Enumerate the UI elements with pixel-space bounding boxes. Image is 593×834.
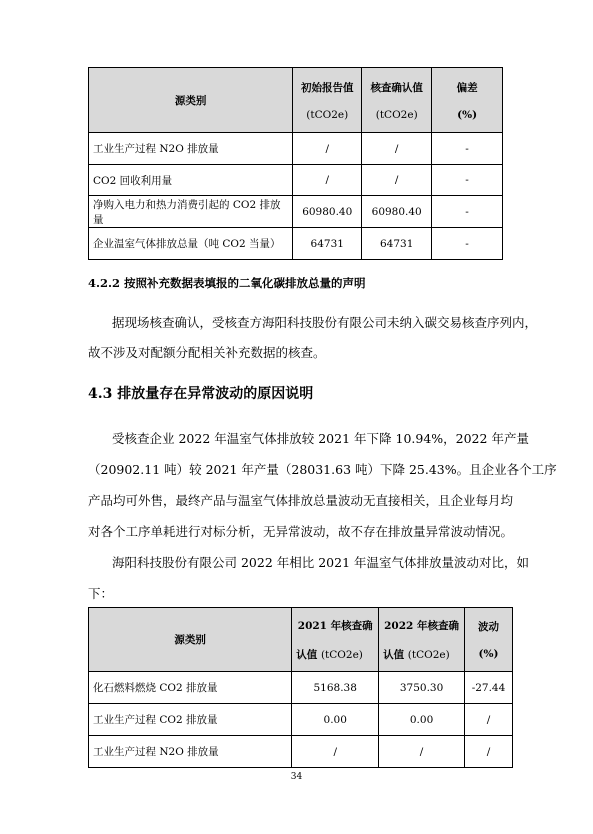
section-heading-4-2-2: 4.2.2 按照补充数据表填报的二氧化碳排放总量的声明 bbox=[88, 276, 366, 290]
paragraph-line: 对各个工序单耗进行对标分析，无异常波动，故不存在排放量异常波动情况。 bbox=[88, 524, 514, 539]
table-header-row bbox=[89, 68, 503, 133]
header-initial-report bbox=[293, 68, 362, 133]
row-label: 工业生产过程 N2O 排放量 bbox=[89, 133, 293, 165]
table-row bbox=[89, 133, 503, 165]
header-unit: (%) bbox=[457, 108, 478, 121]
row-value: 60980.40 bbox=[293, 196, 362, 228]
header-verified bbox=[362, 68, 432, 133]
row-value: / bbox=[465, 704, 513, 736]
table-row bbox=[89, 736, 513, 768]
row-label: 工业生产过程 N2O 排放量 bbox=[89, 736, 292, 768]
row-label: 工业生产过程 CO2 排放量 bbox=[89, 704, 292, 736]
paragraph-line: （20902.11 吨）较 2021 年产量（28031.63 吨）下降 25.43%。且企业各个工序 bbox=[88, 462, 557, 477]
row-value: -27.44 bbox=[465, 672, 513, 704]
table-row bbox=[89, 228, 503, 260]
row-value: / bbox=[292, 736, 379, 768]
row-value: 3750.30 bbox=[379, 672, 465, 704]
row-value: 0.00 bbox=[292, 704, 379, 736]
header-label: 认值 bbox=[296, 648, 318, 661]
row-value: / bbox=[293, 133, 362, 165]
table-row bbox=[89, 196, 503, 228]
row-value: - bbox=[432, 196, 503, 228]
header-label: 初始报告值 bbox=[300, 81, 354, 94]
header-label: 2022 年核查确 bbox=[384, 619, 460, 632]
table-row bbox=[89, 704, 513, 736]
header-2022-verified bbox=[379, 608, 465, 672]
section-heading-4-3: 4.3 排放量存在异常波动的原因说明 bbox=[88, 386, 314, 402]
row-value: / bbox=[362, 165, 432, 196]
paragraph-line: 故不涉及对配额分配相关补充数据的核查。 bbox=[88, 345, 326, 360]
paragraph-line: 据现场核查确认，受核查方海阳科技股份有限公司未纳入碳交易核查序列内， bbox=[112, 315, 538, 330]
row-value: - bbox=[432, 133, 503, 165]
header-label: 2021 年核查确 bbox=[297, 619, 373, 632]
header-source: 源类别 bbox=[89, 608, 292, 672]
row-label: 化石燃料燃烧 CO2 排放量 bbox=[89, 672, 292, 704]
paragraph-line: 产品均可外售，最终产品与温室气体排放总量波动无直接相关，且企业每月均 bbox=[88, 493, 514, 508]
row-label: 净购入电力和热力消费引起的 CO2 排放量 bbox=[89, 196, 293, 228]
table-row bbox=[89, 165, 503, 196]
row-value: 64731 bbox=[362, 228, 432, 260]
header-label: 核查确认值 bbox=[370, 81, 423, 94]
emissions-comparison-table bbox=[88, 607, 513, 768]
row-value: - bbox=[432, 165, 503, 196]
paragraph-line: 下： bbox=[88, 586, 114, 601]
header-unit: (tCO2e) bbox=[306, 108, 349, 121]
header-2021-verified bbox=[292, 608, 379, 672]
header-unit: (tCO2e) bbox=[320, 648, 363, 661]
paragraph-line: 海阳科技股份有限公司 2022 年相比 2021 年温室气体排放量波动对比，如 bbox=[112, 555, 530, 570]
row-value: / bbox=[465, 736, 513, 768]
row-value: / bbox=[362, 133, 432, 165]
header-fluctuation bbox=[465, 608, 513, 672]
page-number: 34 bbox=[290, 772, 303, 782]
header-deviation bbox=[432, 68, 503, 133]
header-unit: (%) bbox=[478, 648, 499, 660]
emissions-summary-table bbox=[88, 67, 503, 260]
row-value: 5168.38 bbox=[292, 672, 379, 704]
row-value: 64731 bbox=[293, 228, 362, 260]
header-label: 波动 bbox=[478, 621, 499, 633]
header-label: 偏差 bbox=[456, 81, 478, 94]
header-unit: (tCO2e) bbox=[375, 108, 418, 121]
header-source: 源类别 bbox=[89, 68, 293, 133]
row-value: / bbox=[293, 165, 362, 196]
row-value: / bbox=[379, 736, 465, 768]
table-row bbox=[89, 672, 513, 704]
row-value: - bbox=[432, 228, 503, 260]
row-label: CO2 回收利用量 bbox=[89, 165, 293, 196]
row-value: 60980.40 bbox=[362, 196, 432, 228]
paragraph-line: 受核查企业 2022 年温室气体排放较 2021 年下降 10.94%，2022 年产量 bbox=[112, 431, 529, 446]
header-unit: (tCO2e) bbox=[407, 648, 450, 661]
header-label: 认值 bbox=[383, 648, 405, 661]
table-header-row bbox=[89, 608, 513, 672]
row-value: 0.00 bbox=[379, 704, 465, 736]
row-label: 企业温室气体排放总量（吨 CO2 当量） bbox=[89, 228, 293, 260]
